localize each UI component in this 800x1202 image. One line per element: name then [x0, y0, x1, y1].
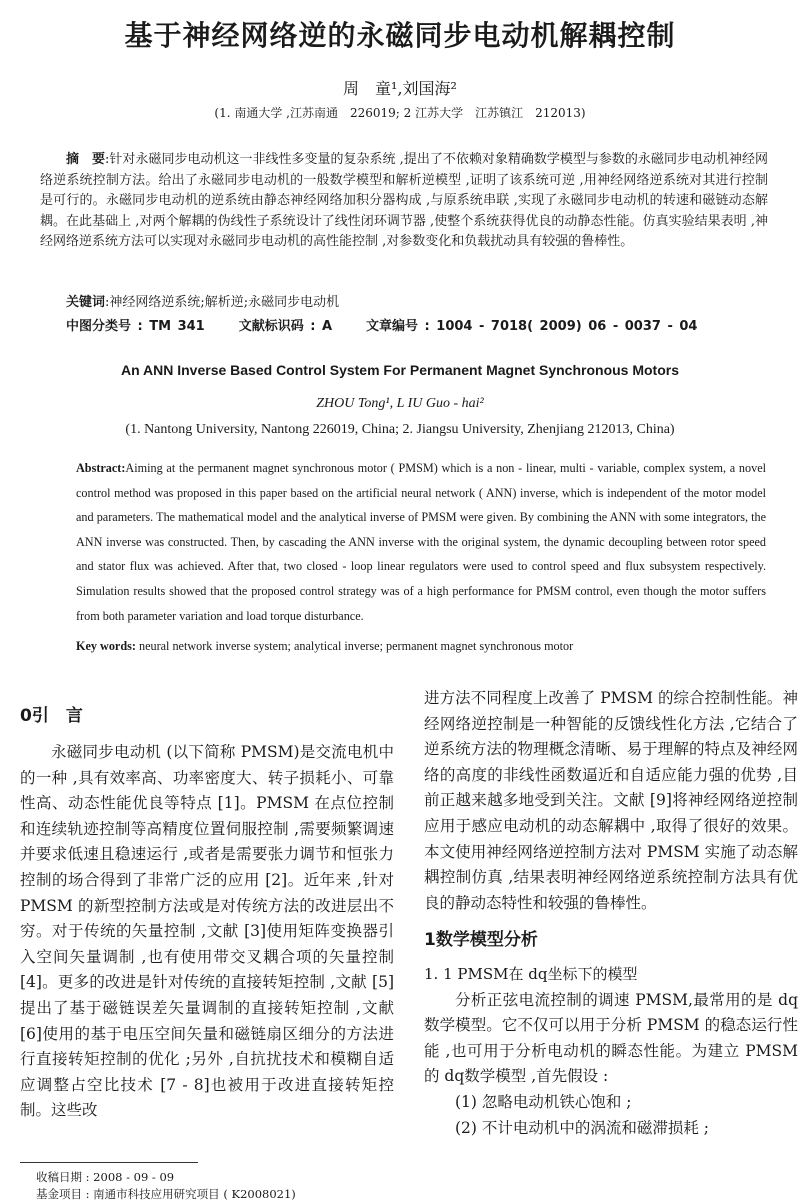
english-affiliations: (1. Nantong University, Nantong 226019, China; 2. Jiangsu University, Zhenjiang 212013, China) [125, 422, 675, 437]
keywords-cn-label: 关键词 [66, 295, 106, 310]
keywords-cn [66, 291, 339, 310]
affiliations: (1. 南通大学 ,江苏南通 226019; 2 江苏大学 江苏镇江 212013) [214, 106, 586, 120]
abstract-cn [40, 150, 768, 253]
english-title: An ANN Inverse Based Control System For Permanent Magnet Synchronous Motors [120, 362, 680, 378]
right-column [424, 686, 798, 1141]
model-paragraph: 分析正弦电流控制的调速 PMSM,最常用的是 dq数学模型。它不仅可以用于分析 PMSM 的稳态运行性能 ,也可用于分析电动机的瞬态性能。为建立 PMSM 的 dq数学模型 ,首先假设 : [424, 990, 798, 1086]
classification-line [66, 315, 731, 334]
keywords-cn-text: :神经网络逆系统;解析逆;永磁同步电动机 [105, 295, 340, 310]
keywords-en [76, 639, 573, 654]
abstract-en-label: Abstract: [76, 461, 126, 475]
paper-title: 基于神经网络逆的永磁同步电动机解耦控制 [124, 19, 676, 52]
section-1-heading: 1数学模型分析 [424, 930, 538, 951]
intro-paragraph-right: 进方法不同程度上改善了 PMSM 的综合控制性能。神经网络逆控制是一种智能的反馈线性化方法 ,它结合了逆系统方法的物理概念清晰、易于理解的特点及神经网络的高度的非线性函数逼近和自适应能力强的优势 ,目前正越来越多地受到关注。文献 [9]将神经网络逆控制应用于感应电动机的动态解耦中 ,取得了很好的效果。本文使用神经网络逆控制方法对 PMSM 实施了动态解耦控制仿真 ,结果表明神经网络逆系统控制方法具有优良的静动态特性和较强的鲁棒性。 [424, 689, 798, 912]
abstract-en-text: Aiming at the permanent magnet synchronous motor ( PMSM) which is a non - linear, multi - variable, complex system, a novel control method was proposed in this paper based on the artificial neural network ( ANN) inverse, which is independent of the motor model and parameters. The mathematical model and the analytical inverse of PMSM were given. By combining the ANN with some integrators, the ANN inverse was constructed. Then, by cascading the ANN inverse with the original system, the dynamic decoupling between rotor speed and stator flux was achieved. After that, two closed - loop linear regulators were used to control speed and flux subsystem respectively. Simulation results showed that the proposed control strategy was of a high performance for PMSM control, even though the motor suffers from both parameter variation and load torque disturbance. [76, 461, 766, 623]
abstract-cn-text: :针对永磁同步电动机这一非线性多变量的复杂系统 ,提出了不依赖对象精确数学模型与参数的永磁同步电动机神经网络逆系统控制方法。给出了永磁同步电动机的一般数学模型和解析逆模型 ,证明了该系统可逆 ,用神经网络逆系统对其进行控制是可行的。永磁同步电动机的逆系统由静态神经网络加积分器构成 ,与原系统串联 ,实现了永磁同步电动机的转速和磁链动态解耦。在此基础上 ,对两个解耦的伪线性子系统设计了线性闭环调节器 ,使整个系统获得优良的动静态性能。仿真实验结果表明 ,神经网络逆系统方法可以实现对永磁同步电动机的高性能控制 ,对参数变化和负载扰动具有较强的鲁棒性。 [40, 152, 768, 249]
abstract-cn-label: 摘 要 [66, 152, 106, 167]
assumption-2: (2) 不计电动机中的涡流和磁滞损耗 ; [455, 1118, 710, 1137]
abstract-en [76, 456, 766, 628]
authors: 周 童¹,刘国海² [343, 79, 457, 98]
english-authors: ZHOU Tong¹, L IU Guo - hai² [316, 396, 484, 411]
intro-paragraph-left: 永磁同步电动机 (以下简称 PMSM)是交流电机中的一种 ,具有效率高、功率密度大、转子损耗小、可靠性高、动态性能优良等特点 [1]。PMSM 在点位控制和连续轨迹控制等高精度位置伺服控制 ,需要频繁调速并要求低速且稳速运行 ,或者是需要张力调节和恒张力控制的场合得到了非常广泛的应用 [2]。近年来 ,针对 PMSM 的新型控制方法或是对传统方法的改进层出不穷。对于传统的矢量控制 ,文献 [3]使用矩阵变换器引入空间矢量调制 ,也有使用带交叉耦合项的矢量控制 [4]。更多的改进是针对传统的直接转矩控制 ,文献 [5]提出了基于磁链误差矢量调制的直接转矩控制 ,文献 [6]使用的基于电压空间矢量和磁链扇区细分的方法进行直接转矩控制的优化 ;另外 ,自抗扰技术和模糊自适应调整占空比技术 [7 - 8]也被用于改进直接转矩控制。这些改 [20, 743, 394, 1120]
article-number: 文章编号 : 1004 - 7018( 2009) 06 - 0037 - 04 [366, 319, 698, 334]
footnote-fund: 基金项目 : 南通市科技应用研究项目 ( K2008021) [36, 1187, 296, 1201]
footnote-received: 收稿日期 : 2008 - 09 - 09 [36, 1170, 175, 1184]
footnote-divider [20, 1162, 198, 1163]
assumption-1: (1) 忽略电动机铁心饱和 ; [455, 1092, 632, 1111]
keywords-en-label: Key words: [76, 639, 136, 653]
keywords-en-text: neural network inverse system; analytical inverse; permanent magnet synchronous motor [135, 639, 574, 653]
section-0-heading: 0引 言 [20, 706, 83, 726]
left-column [20, 740, 394, 1124]
clc-number: 中图分类号 : TM 341 [66, 319, 205, 334]
document-code: 文献标识码 : A [238, 319, 333, 334]
section-1-1-heading: 1. 1 PMSM在 dq坐标下的模型 [424, 964, 638, 983]
